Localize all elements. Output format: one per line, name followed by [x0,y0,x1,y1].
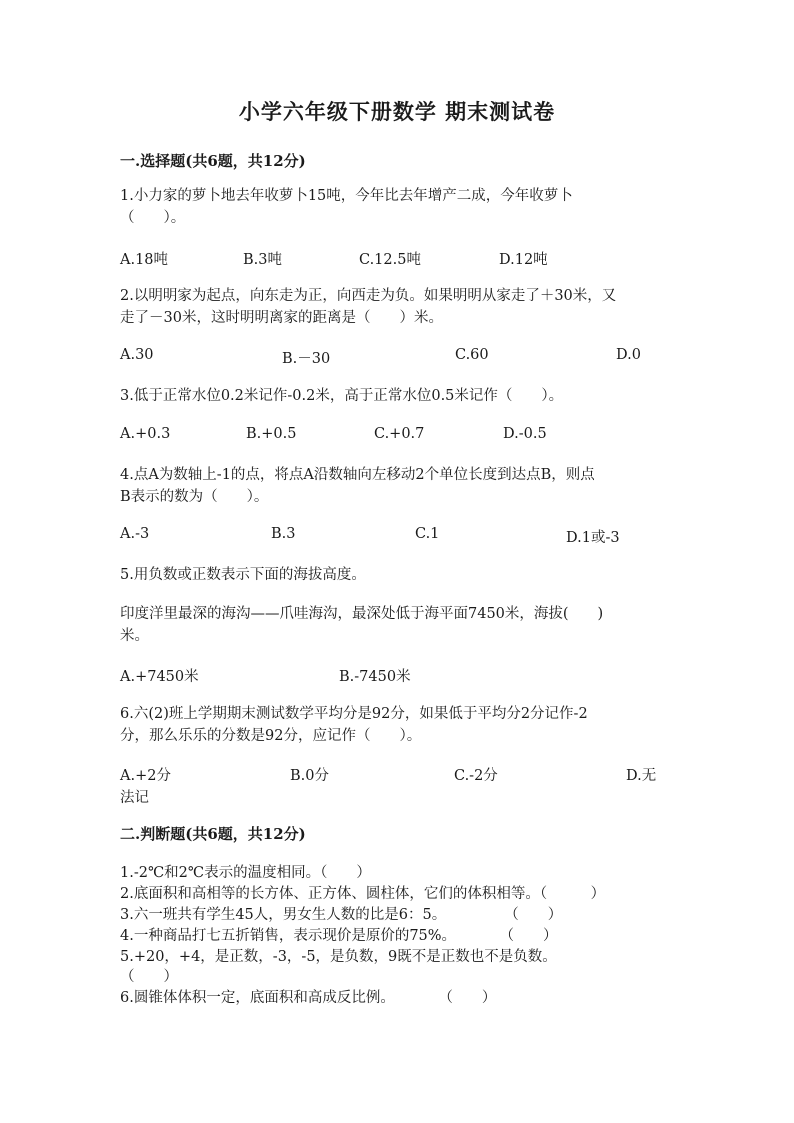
question-5-line-3: 米。 [120,628,149,644]
question-4-line-2: B表示的数为（ ）。 [120,489,269,505]
section-heading-true-false: 二.判断题(共6题，共12分) [120,825,306,843]
question-2-option-a: A.30 [120,347,154,363]
question-3-option-b: B.+0.5 [246,426,297,442]
question-2-line-1: 2.以明明家为起点，向东走为正，向西走为负。如果明明从家走了＋30米，又 [120,288,617,304]
question-6-option-d: D.无 [626,768,657,784]
question-2-option-b: B.－30 [282,351,331,367]
section-heading-choice: 一.选择题(共6题，共12分) [120,152,306,170]
question-5-line-2: 印度洋里最深的海沟——爪哇海沟，最深处低于海平面7450米，海拔( ) [120,606,604,622]
question-5-option-b: B.-7450米 [339,669,411,685]
question-2-option-d: D.0 [616,347,641,363]
question-3-line-1: 3.低于正常水位0.2米记作-0.2米，高于正常水位0.5米记作（ ）。 [120,388,564,404]
question-2-line-2: 走了－30米，这时明明离家的距离是（ ）米。 [120,310,443,326]
judgment-item-5: 5.+20，+4，是正数，-3，-5，是负数，9既不是正数也不是负数。 [120,949,557,965]
judgment-item-5-continued: （ ） [120,969,178,985]
judgment-item-3: 3.六一班共有学生45人，男女生人数的比是6：5。 （ ） [120,907,563,923]
question-4-option-d: D.1或-3 [566,530,620,546]
judgment-item-2: 2.底面积和高相等的长方体、正方体、圆柱体，它们的体积相等。（ ） [120,886,606,902]
question-6-option-c: C.-2分 [454,768,498,784]
question-2-option-c: C.60 [455,347,489,363]
question-1-option-d: D.12吨 [499,252,548,268]
question-1-option-a: A.18吨 [120,252,169,268]
question-6-option-d-continued: 法记 [120,790,149,806]
question-5-option-a: A.+7450米 [120,669,199,685]
question-6-line-1: 6.六(2)班上学期期末测试数学平均分是92分，如果低于平均分2分记作-2 [120,706,588,722]
question-4-option-c: C.1 [415,526,440,542]
question-1-option-b: B.3吨 [243,252,282,268]
judgment-item-4: 4.一种商品打七五折销售，表示现价是原价的75%。 （ ） [120,928,558,944]
question-1-line-2: （ ）。 [120,210,186,226]
question-1-line-1: 1.小力家的萝卜地去年收萝卜15吨，今年比去年增产二成，今年收萝卜 [120,188,573,204]
judgment-item-1: 1.-2℃和2℃表示的温度相同。（ ） [120,865,371,881]
question-3-option-c: C.+0.7 [374,426,425,442]
question-6-line-2: 分，那么乐乐的分数是92分，应记作（ ）。 [120,728,422,744]
question-3-option-a: A.+0.3 [120,426,171,442]
question-5-line-1: 5.用负数或正数表示下面的海拔高度。 [120,567,366,583]
question-6-option-a: A.+2分 [120,768,171,784]
question-3-option-d: D.-0.5 [503,426,547,442]
question-1-option-c: C.12.5吨 [359,252,421,268]
question-4-option-b: B.3 [271,526,296,542]
page-title: 小学六年级下册数学 期末测试卷 [238,99,556,124]
question-4-option-a: A.-3 [120,526,150,542]
judgment-item-6: 6.圆锥体体积一定，底面积和高成反比例。 （ ） [120,990,497,1006]
question-4-line-1: 4.点A为数轴上-1的点，将点A沿数轴向左移动2个单位长度到达点B，则点 [120,467,595,483]
question-6-option-b: B.0分 [290,768,329,784]
